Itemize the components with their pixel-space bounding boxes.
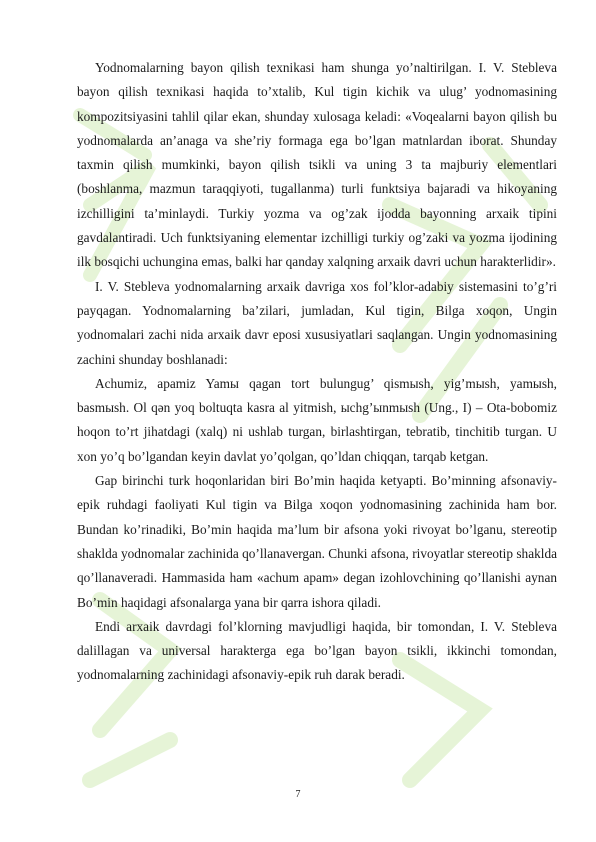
paragraph-2: I. V. Stebleva yodnomalarning arxaik davriga xos fol’klor-adabiy sistemasini to’g’ri payqagan. Yodnomalarning ba’zilari, jumladan, Kul tigin, Bilga xoqon, Ungin yodnomalari zachi nida arxaik davr eposi xususiyatlari saqlangan. Ungin yodnomasining zachini shunday boshlanadi: [77,278,557,367]
paragraph-5: Endi arxaik davrdagi fol’klorning mavjudligi haqida, bir tomondan, I. V. Stebleva dalillagan va universal harakterga ega bo’lgan bayon tsikli, ikkinchi tomondan, yodnomalarning zachinidagi afsonaviy-epik ruh darak beradi. [77,618,557,683]
body-text [77,56,557,688]
page-number: 7 [295,789,301,800]
paragraph-3: Achumiz, apamiz Yamы qagan tort bulungug’ qismыsh, yig’mыsh, yamыsh, basmыsh. Ol qәn yoq boltuqta kasra al yitmish, ыchg’ыnmыsh (Ung., I) – Ota-bobomiz hoqon to’rt jihatdagi (xalq) ni ushlab turgan, birlashtirgan, tebratib, tinchitib turgan. U xon yo’q bo’lgandan keyin davlat yo’qolgan, qo’ldan chiqqan, tarqab ketgan. [77,375,557,464]
paragraph-4: Gap birinchi turk hoqonlaridan biri Bo’min haqida ketyapti. Bo’minning afsonaviy-epik ruhdagi faoliyati Kul tigin va Bilga xoqon yodnomasining zachinida ham bor. Bundan ko’rinadiki, Bo’min haqida ma’lum bir afsona yoki rivoyat bo’lganu, stereotip shaklda yodnomalar zachinida qo’llanavergan. Chunki afsona, rivoyatlar stereotip shaklda qo’llanaveradi. Hammasida ham «achum apam» degan izohlovchining qo’llanishi aynan Bo’min haqidagi afsonalarga yana bir qarra ishora qiladi. [77,473,557,610]
paragraph-1: Yodnomalarning bayon qilish texnikasi ham shunga yo’naltirilgan. I. V. Stebleva bayon qilish texnikasi haqida to’xtalib, Kul tigin kichik va ulug’ yodnomasining kompozitsiyasini tahlil qilar ekan, shunday xulosaga keladi: «Voqealarni bayon qilish bu yodnomalarda an’anaga va she’riy formaga ega bo’lgan matnlardan iborat. Shunday taxmin qilish mumkinki, bayon qilish tsikli va uning 3 ta majburiy elementlari (boshlanma, mazmun taraqqiyoti, tugallanma) turli funktsiya bajaradi va hikoyaning izchilligini ta’minlaydi. Turkiy yozma va og’zak ijodda bayonning arxaik tipini gavdalantiradi. Uch funktsiyaning elementar izchilligi turkiy og’zaki va yozma ijodining ilk bosqichi uchungina emas, balki har qanday xalqning arxaik davri uchun harakterlidir». [77,60,557,270]
